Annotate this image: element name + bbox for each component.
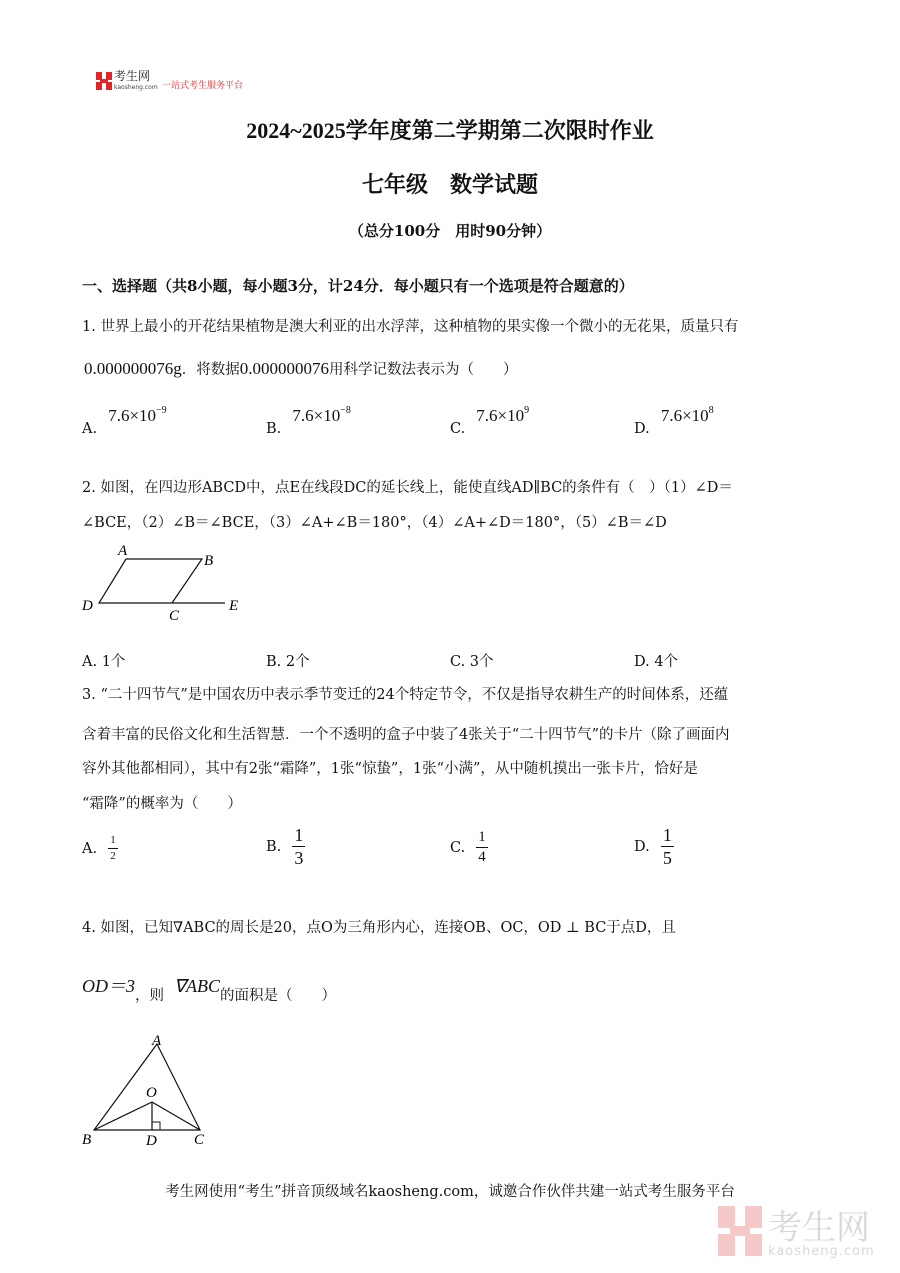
watermark (718, 1206, 762, 1262)
q3-option-b[interactable]: B. $\frac{1}{3}$ (266, 825, 304, 868)
footer-text: 考生网使用“考生”拼音顶级域名kaosheng.com，诚邀合作伙伴共建一站式考生服务平台 (165, 1184, 735, 1200)
label-o: O (146, 1085, 157, 1101)
page-subtitle: 七年级 数学试题 (361, 172, 538, 197)
q2-option-a[interactable]: A. 1个 (82, 654, 126, 670)
exam-meta: （总分100分 用时90分钟） (348, 222, 552, 240)
slogan: 一站式考生服务平台 (162, 81, 244, 91)
label-b: B (82, 1132, 92, 1148)
watermark-sub: kaosheng.com (768, 1244, 875, 1259)
q2-option-d[interactable]: D. 4个 (634, 654, 679, 670)
q1-mass: 0.000000076g (84, 359, 182, 378)
page-title: 2024~2025学年度第二学期第二次限时作业 (246, 118, 654, 143)
q2-option-c[interactable]: C. 3个 (450, 654, 494, 670)
q3-text-2: 含着丰富的民俗文化和生活智慧．一个不透明的盒子中装了4张关于“二十四节气”的卡片（除了画面内 (82, 727, 730, 743)
label-b: B (204, 553, 214, 569)
q3-option-d[interactable]: D. $\frac{1}{5}$ (634, 825, 672, 868)
q1-option-d[interactable]: D. $7.6\times 10^8$ (634, 404, 714, 437)
watermark-logo-icon (718, 1206, 762, 1258)
label-d: D (82, 598, 93, 614)
q2-option-b[interactable]: B. 2个 (266, 654, 310, 670)
q2-text-2: ∠BCE，（2）∠B＝∠BCE，（3）∠A+∠B＝180°，（4）∠A+∠D＝180°，（5）∠B＝∠D (82, 515, 667, 531)
q4-line2: OD＝3，则 ∇ABC的面积是（ ） (82, 976, 337, 1004)
watermark-text: 考生网 (768, 1208, 870, 1248)
q1-option-a[interactable]: A. $7.6\times 10^{-9}$ (82, 404, 167, 437)
logo (96, 72, 112, 94)
label-c: C (169, 608, 180, 624)
q4-text: 4. 如图，已知∇ABC的周长是20，点O为三角形内心，连接OB、OC，OD ⊥ BC于点D，且 (82, 920, 676, 936)
q3-option-a[interactable]: A. $\frac{1}{2}$ (82, 834, 116, 862)
quadrilateral-figure (80, 540, 250, 625)
label-a: A (152, 1033, 162, 1049)
logo-icon (96, 72, 112, 90)
q3-option-c[interactable]: C. $\frac{1}{4}$ (450, 829, 486, 865)
section-heading: 一、选择题（共8小题，每小题3分，计24分．每小题只有一个选项是符合题意的） (82, 277, 634, 295)
q1-option-b[interactable]: B. $7.6\times 10^{-8}$ (266, 404, 351, 437)
q3-text-3: 容外其他都相同），其中有2张“霜降”，1张“惊蛰”，1张“小满”，从中随机摸出一张卡片，恰好是 (82, 761, 698, 777)
triangle-figure (80, 1030, 215, 1150)
q1-option-c[interactable]: C. $7.6\times 10^9$ (450, 404, 530, 437)
label-c: C (194, 1132, 205, 1148)
label-d: D (146, 1133, 157, 1149)
logo-sub: kaosheng.com (114, 84, 158, 91)
q1-line2: 0.000000076g．将数据0.000000076用科学记数法表示为（ ） (84, 359, 518, 378)
label-a: A (118, 543, 128, 559)
label-e: E (229, 598, 239, 614)
q2-text: 2. 如图，在四边形ABCD中，点E在线段DC的延长线上，能使直线AD∥BC的条件有（ ）（1）∠D＝ (82, 480, 733, 496)
logo-text: 考生网 (114, 69, 151, 83)
q3-text: 3. “二十四节气”是中国农历中表示季节变迁的24个特定节令，不仅是指导农耕生产的时间体系，还蕴 (82, 687, 729, 703)
q3-text-4: “霜降”的概率为（ ） (82, 796, 242, 812)
q1-text: 1. 世界上最小的开花结果植物是澳大利亚的出水浮萍，这种植物的果实像一个微小的无花果，质量只有 (82, 319, 739, 335)
